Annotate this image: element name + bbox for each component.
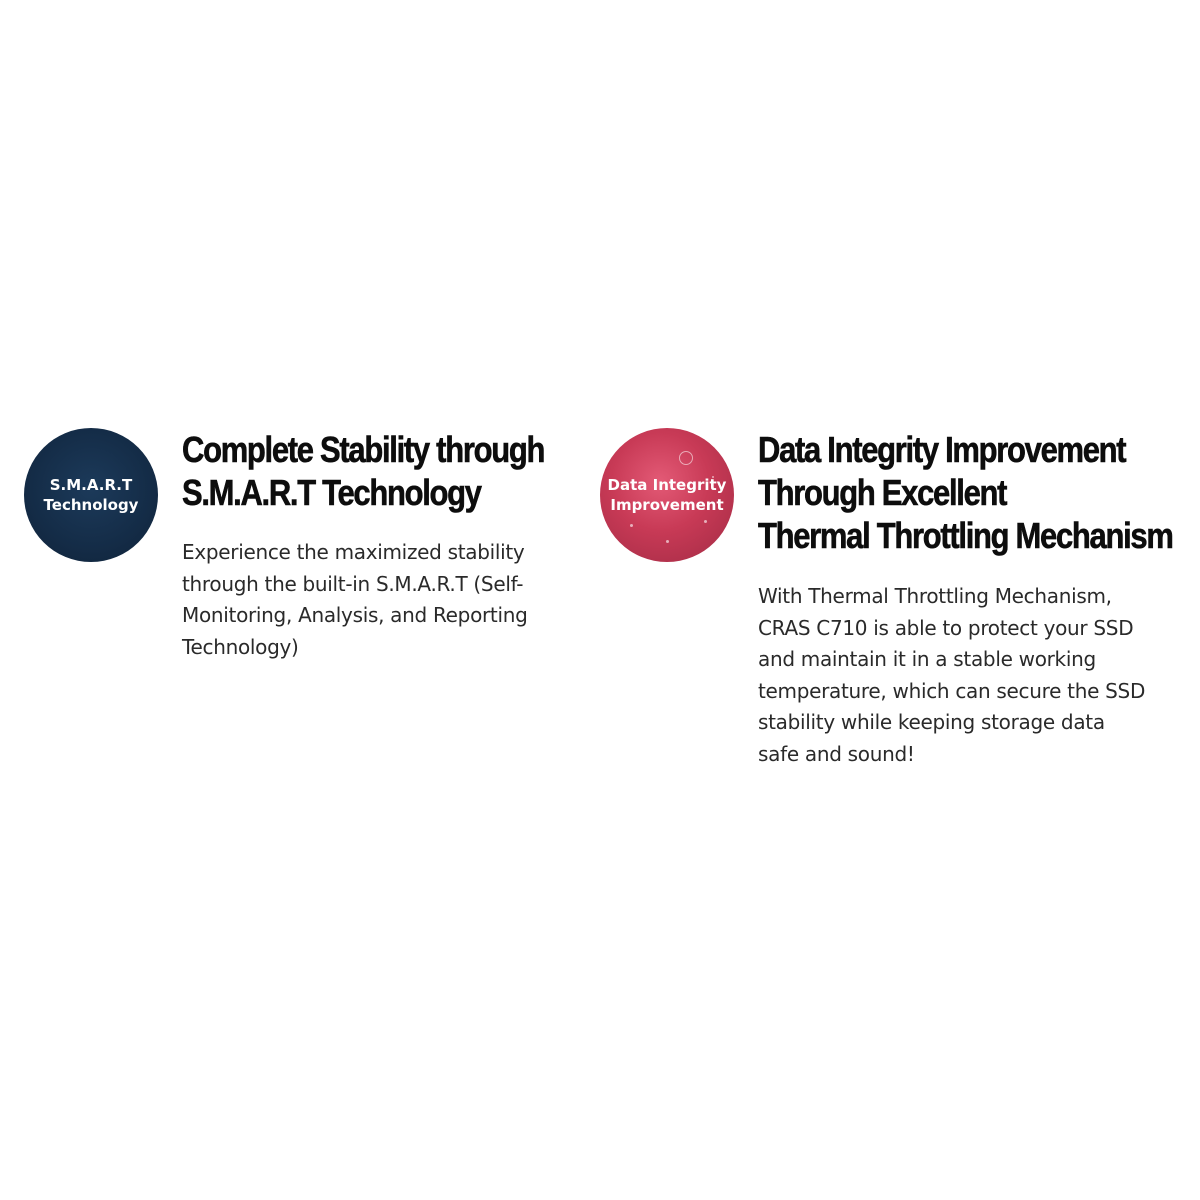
description-line: CRAS C710 is able to protect your SSD [758,615,1134,640]
ring-decoration-icon [679,451,693,465]
sparkle-dot-icon [666,540,669,543]
sparkle-dot-icon [630,524,633,527]
title-line: Through Excellent [758,472,1007,513]
title-line: Thermal Throttling Mechanism [758,515,1173,556]
feature-content [758,428,1200,770]
description-line: Technology) [182,634,299,659]
feature-title [758,428,1173,557]
data-integrity-badge [600,428,734,562]
badge-label-line: Technology [43,496,139,514]
description-line: With Thermal Throttling Mechanism, [758,584,1112,608]
description-line: through the built-in S.M.A.R.T (Self- [182,571,524,596]
badge-label-line: S.M.A.R.T [49,476,133,494]
description-line: temperature, which can secure the SSD [758,678,1146,703]
title-line: Data Integrity Improvement [758,429,1126,470]
description-line: safe and sound! [758,741,915,766]
smart-technology-badge [24,428,158,562]
description-line: and maintain it in a stable working [758,647,1096,671]
feature-description [182,537,603,663]
badge-label-line: Data Integrity [607,476,727,494]
sparkle-dot-icon [704,520,707,523]
feature-content [182,428,603,663]
feature-description [758,581,1200,770]
title-line: S.M.A.R.T Technology [182,472,481,513]
title-line: Complete Stability through [182,429,545,470]
feature-title [182,428,544,514]
description-line: Monitoring, Analysis, and Reporting [182,603,528,627]
description-line: stability while keeping storage data [758,710,1105,734]
badge-label-line: Improvement [610,496,724,514]
description-line: Experience the maximized stability [182,540,525,564]
